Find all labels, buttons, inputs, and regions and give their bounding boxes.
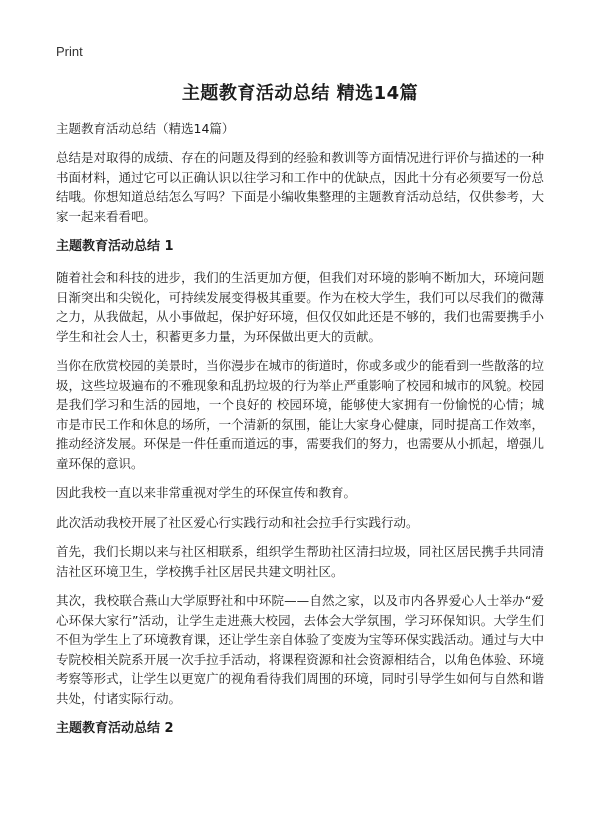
paragraph: 首先，我们长期以来与社区相联系，组织学生帮助社区清扫垃圾，同社区居民携手共同清洁社区环境卫生，学校携手社区居民共建文明社区。 [56,544,544,579]
paragraph: 随着社会和科技的进步，我们的生活更加方便，但我们对环境的影响不断加大，环境问题日渐突出和尖锐化，可持续发展变得极其重要。作为在校大学生，我们可以尽我们的微薄之力，从我做起，从小事做起，保护好环境，但仅仅如此还是不够的，我们也需要携手小学生和社会人士，积蓄更多力量，为环保做出更大的贡献。 [56,270,544,344]
intro-paragraph: 总结是对取得的成绩、存在的问题及得到的经验和教训等方面情况进行评价与描述的一种书面材料，通过它可以正确认识以往学习和工作中的优缺点，因此十分有必须要写一份总结哦。你想知道总结怎么写吗？下面是小编收集整理的主题教育活动总结，仅供参考，大家一起来看看吧。 [56,150,544,224]
section-heading-1: 主题教育活动总结 1 [56,239,174,254]
paragraph: 因此我校一直以来非常重视对学生的环保宣传和教育。 [56,485,357,500]
document-subtitle: 主题教育活动总结（精选14篇） [56,121,235,136]
paragraph: 其次，我校联合燕山大学原野社和中环院——自然之家，以及市内各界爱心人士举办“爱心环保大家行”活动，让学生走进燕大校园，去体会大学氛围，学习环保知识。大学生们不但为学生上了环境教育课，还让学生亲自体验了变废为宝等环保实践活动。通过与大中专院校相关院系开展一次手拉手活动，将课程资源和社会资源相结合，以角色体验、环境考察等形式，让学生以更宽广的视角看待我们周围的环境，同时引导学生如何与自然和谐共处，付诸实际行动。 [56,593,544,706]
paragraph: 当你在欣赏校园的美景时，当你漫步在城市的街道时，你或多或少的能看到一些散落的垃圾，这些垃圾遍布的不雅现象和乱扔垃圾的行为举止严重影响了校园和城市的风貌。校园是我们学习和生活的园地，一个良好的 校园环境，能够使大家拥有一份愉悦的心情；城市是市民工作和休息的场所，一个清新的氛围，能让大家身心健康，同时提高工作效率，推动经济发展。环保是一件任重而道远的事，需要我们的努力，也需要从小抓起，增强儿童环保的意识。 [56,358,544,471]
print-label: Print [56,44,83,59]
section-heading-2: 主题教育活动总结 2 [56,721,174,736]
document-title: 主题教育活动总结 精选14篇 [181,83,419,104]
paragraph: 此次活动我校开展了社区爱心行实践行动和社会拉手行实践行动。 [56,514,419,530]
